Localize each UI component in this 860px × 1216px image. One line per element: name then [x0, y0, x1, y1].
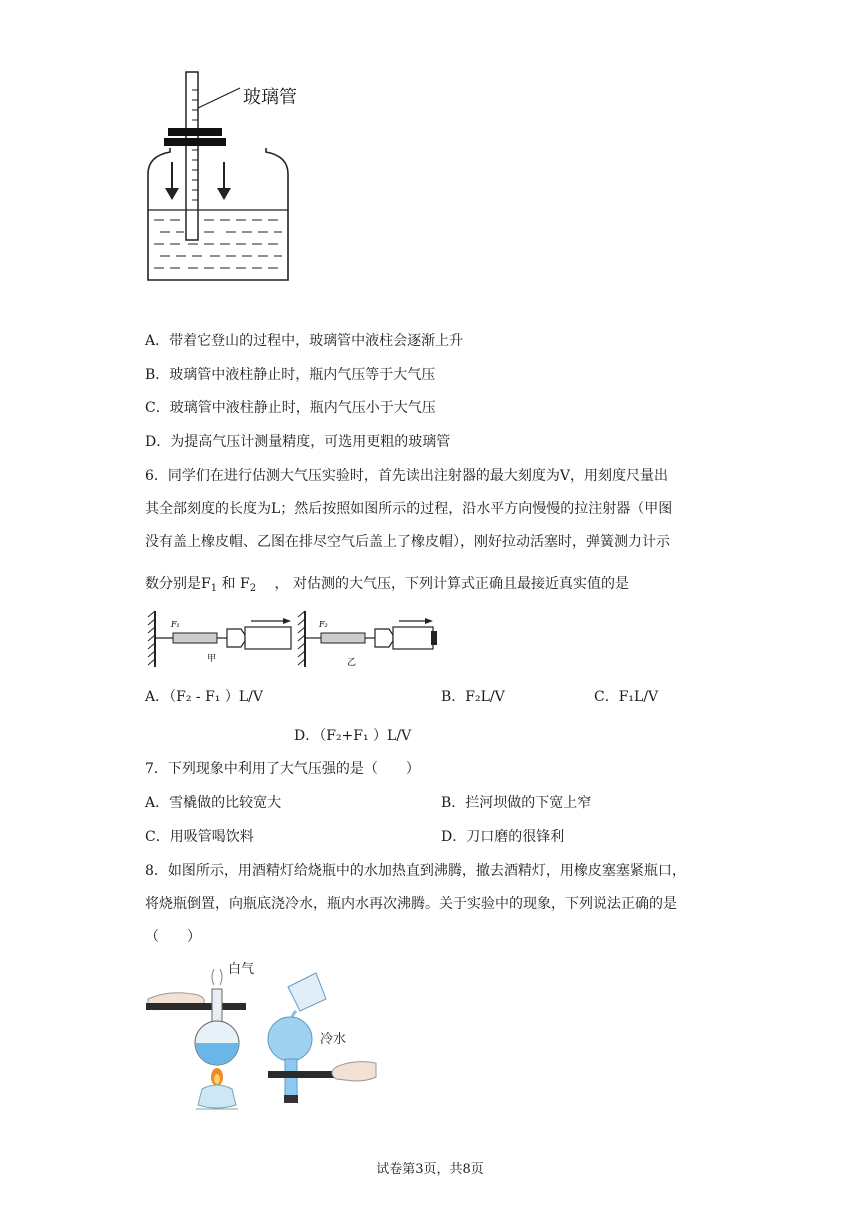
- page-footer: 试卷第3页，共8页: [376, 1162, 484, 1177]
- glass-tube-label: 玻璃管: [243, 87, 297, 108]
- q8-stem-line-3: （ ）: [145, 929, 201, 945]
- steam-label: 白气: [228, 962, 255, 977]
- q7-option-c: C．用吸管喝饮料: [145, 829, 254, 845]
- q6-stem-line-1: 6．同学们在进行估测大气压实验时，首先读出注射器的最大刻度为V，用刻度尺量出: [145, 468, 669, 484]
- q8-stem-line-1: 8．如图所示，用酒精灯给烧瓶中的水加热直到沸腾，撤去酒精灯，用橡皮塞塞紧瓶口，: [145, 863, 686, 879]
- q6-option-d: D．（F₂+F₁ ）L/V: [294, 728, 412, 744]
- q7-option-b: B．拦河坝做的下宽上窄: [441, 795, 592, 811]
- fig-f1: F₁: [171, 620, 180, 629]
- q7-option-a: A．雪橇做的比较宽大: [145, 795, 282, 811]
- fig-label-yi: 乙: [347, 658, 357, 668]
- q6-stem-line-2: 其全部刻度的长度为L；然后按照如图所示的过程，沿水平方向慢慢的拉注射器（甲图: [145, 501, 673, 517]
- q5-option-b: B．玻璃管中液柱静止时，瓶内气压等于大气压: [145, 367, 436, 383]
- q6-stem-line-4: 数分别是$F_1$ 和 $F_2$ ， 对估测的大气压，下列计算式正确且最接近真实值的是: [145, 576, 629, 594]
- syringe-experiment-figure: [145, 607, 445, 669]
- q8-stem-line-2: 将烧瓶倒置，向瓶底浇冷水，瓶内水再次沸腾。关于实验中的现象，下列说法正确的是: [145, 896, 677, 912]
- q6-stem-line-3: 没有盖上橡皮帽、乙图在排尽空气后盖上了橡皮帽），刚好拉动活塞时，弹簧测力计示: [145, 534, 670, 550]
- q7-stem: 7．下列现象中利用了大气压强的是（ ）: [145, 761, 420, 777]
- fig-f2: F₂: [319, 620, 328, 629]
- fig-label-jia: 甲: [207, 654, 217, 664]
- q6-option-b: B．F₂L/V: [441, 689, 505, 705]
- q5-option-d: D．为提高气压计测量精度，可选用更粗的玻璃管: [145, 434, 451, 450]
- q6-option-a: A．（F₂ - F₁ ）L/V: [145, 689, 263, 705]
- cold-water-label: 冷水: [320, 1032, 347, 1047]
- boiling-flask-figure: [140, 955, 380, 1115]
- q5-option-a: A．带着它登山的过程中，玻璃管中液柱会逐渐上升: [145, 333, 464, 349]
- q6-option-c: C．F₁L/V: [594, 689, 659, 705]
- q5-option-c: C．玻璃管中液柱静止时，瓶内气压小于大气压: [145, 400, 436, 416]
- q7-option-d: D．刀口磨的很锋利: [441, 829, 565, 845]
